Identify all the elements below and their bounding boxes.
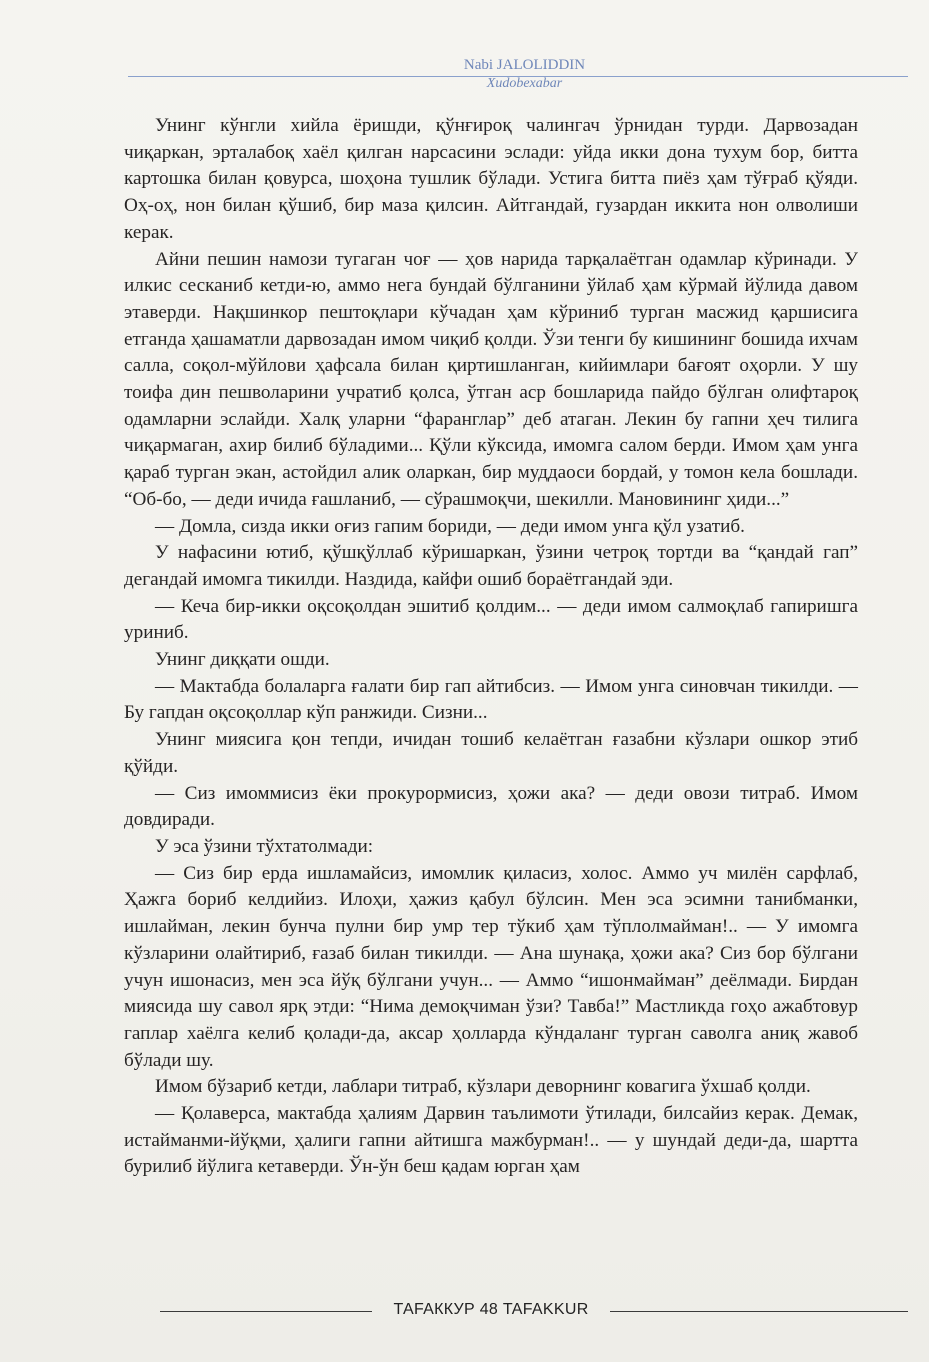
paragraph: Айни пешин намози тугаган чоғ — ҳов нарида тарқалаётган одамлар кўринади. У илкис сесканиб кетди-ю, аммо нега бундай бўлганини ўйлаб ҳам кўрмай йўлида давом этаверди. Нақшинкор пештоқлари кўчадан ҳам кўриниб турган масжид қаршисига етганда ҳашаматли дарвозадан имом чиқиб қолди. Ўзи тенги бу кишининг бошида ихчам салла, соқол-мўйлови ҳафсала билан қиртишланган, кийимлари бағоят оҳорли. У шу тоифа дин пешволарини учратиб қолса, ўтган аср бошларида пайдо бўлган олифтароқ одамларни эслайди. Халқ уларни “фаранглар” деб атаган. Лекин бу гапни ҳеч тилига чиқармаган, ахир билиб бўладими... Қўли кўксида, имомга салом берди. Имом ҳам унга қараб турган экан, астойдил алик оларкан, бир муддаоси бордай, у томон кела бошлади. “Об-бо, — деди ичида ғашланиб, — сўрашмоқчи, шекилли. Мановининг ҳиди...” bbox=[124, 248, 858, 510]
paragraph: Унинг кўнгли хийла ёришди, қўнғироқ чалингач ўрнидан турди. Дарвозадан чиқаркан, эрталабоқ хаёл қилган нарсасини эслади: уйда икки дона тухум бор, битта картошка билан қовурса, шоҳона тушлик бўлади. Устига битта пиёз ҳам тўғраб қўяди. Оҳ-оҳ, нон билан қўшиб, бир маза қилсин. Айтгандай, гузардан иккита нон олволиши керак. bbox=[124, 115, 858, 243]
paragraph: Унинг диққати ошди. bbox=[155, 649, 330, 671]
page-footer bbox=[0, 1300, 929, 1324]
header-rule bbox=[128, 76, 908, 77]
paragraph: — Қолаверса, мактабда ҳалиям Дарвин таълимоти ўтилади, билсайиз керак. Демак, истайманми-йўқми, ҳалиги гапни айтишга мажбурман!.. — у шундай деди-да, шартта бурилиб йўлига кетаверди. Ўн-ўн беш қадам юрган ҳам bbox=[124, 1103, 858, 1178]
header-author: Nabi JALOLIDDIN bbox=[463, 57, 586, 73]
paragraph: — Кеча бир-икки оқсоқолдан эшитиб қолдим... — деди имом салмоқлаб гапиришга уриниб. bbox=[124, 595, 858, 644]
paragraph: — Домла, сизда икки оғиз гапим бориди, — деди имом унга қўл узатиб. bbox=[155, 515, 745, 537]
paragraph: Унинг миясига қон тепди, ичидан тошиб келаётган ғазабни кўзлари ошкор этиб қўйди. bbox=[124, 729, 858, 777]
running-header bbox=[0, 56, 929, 92]
footer-page-label: ТАFAККУР 48 TAFAKKUR bbox=[393, 1301, 589, 1318]
footer-rule-left bbox=[160, 1311, 372, 1312]
paragraph: — Мактабда болаларга ғалати бир гап айтибсиз. — Имом унга синовчан тикилди. — Бу гапдан оқсоқоллар кўп ранжиди. Сизни... bbox=[124, 675, 858, 724]
footer-rule-right bbox=[610, 1311, 908, 1312]
paragraph: — Сиз бир ерда ишламайсиз, имомлик қиласиз, холос. Аммо уч милён сарфлаб, Ҳажга бориб келдийиз. Илоҳи, ҳажиз қабул бўлсин. Мен эса эсимни танибманки, ишлайман, лекин бунча пулни бир умр тер тўкиб ҳам тўплолмайман!.. — У имомга кўзларини олайтириб, ғазаб билан тикилди. — Ана шунақа, ҳожи ака? Сиз бор бўлгани учун ишонасиз, мен эса йўқ бўлгани учун... — Аммо “ишонмайман” деёлмади. Бирдан миясида шу савол ярқ этди: “Нима демоқчиман ўзи? Тавба!” Мастликда гоҳо ажабтовур гаплар хаёлга келиб қолади-да, аксар ҳолларда кўндаланг турган саволга аниқ жавоб бўлади шу. bbox=[124, 862, 858, 1071]
header-title: Xudobexabar bbox=[486, 76, 563, 91]
paragraph: — Сиз имоммисиз ёки прокурормисиз, ҳожи ака? — деди овози титраб. Имом довдиради. bbox=[124, 782, 858, 831]
paragraph: У нафасини ютиб, қўшқўллаб кўришаркан, ўзини четроқ тортди ва “қандай гап” дегандай имомга тикилди. Наздида, кайфи ошиб бораётгандай эди. bbox=[124, 542, 858, 590]
body-text bbox=[124, 113, 858, 1181]
paragraph: Имом бўзариб кетди, лаблари титраб, кўзлари деворнинг ковагига ўхшаб қолди. bbox=[155, 1076, 811, 1098]
paragraph: У эса ўзини тўхтатолмади: bbox=[155, 835, 374, 857]
